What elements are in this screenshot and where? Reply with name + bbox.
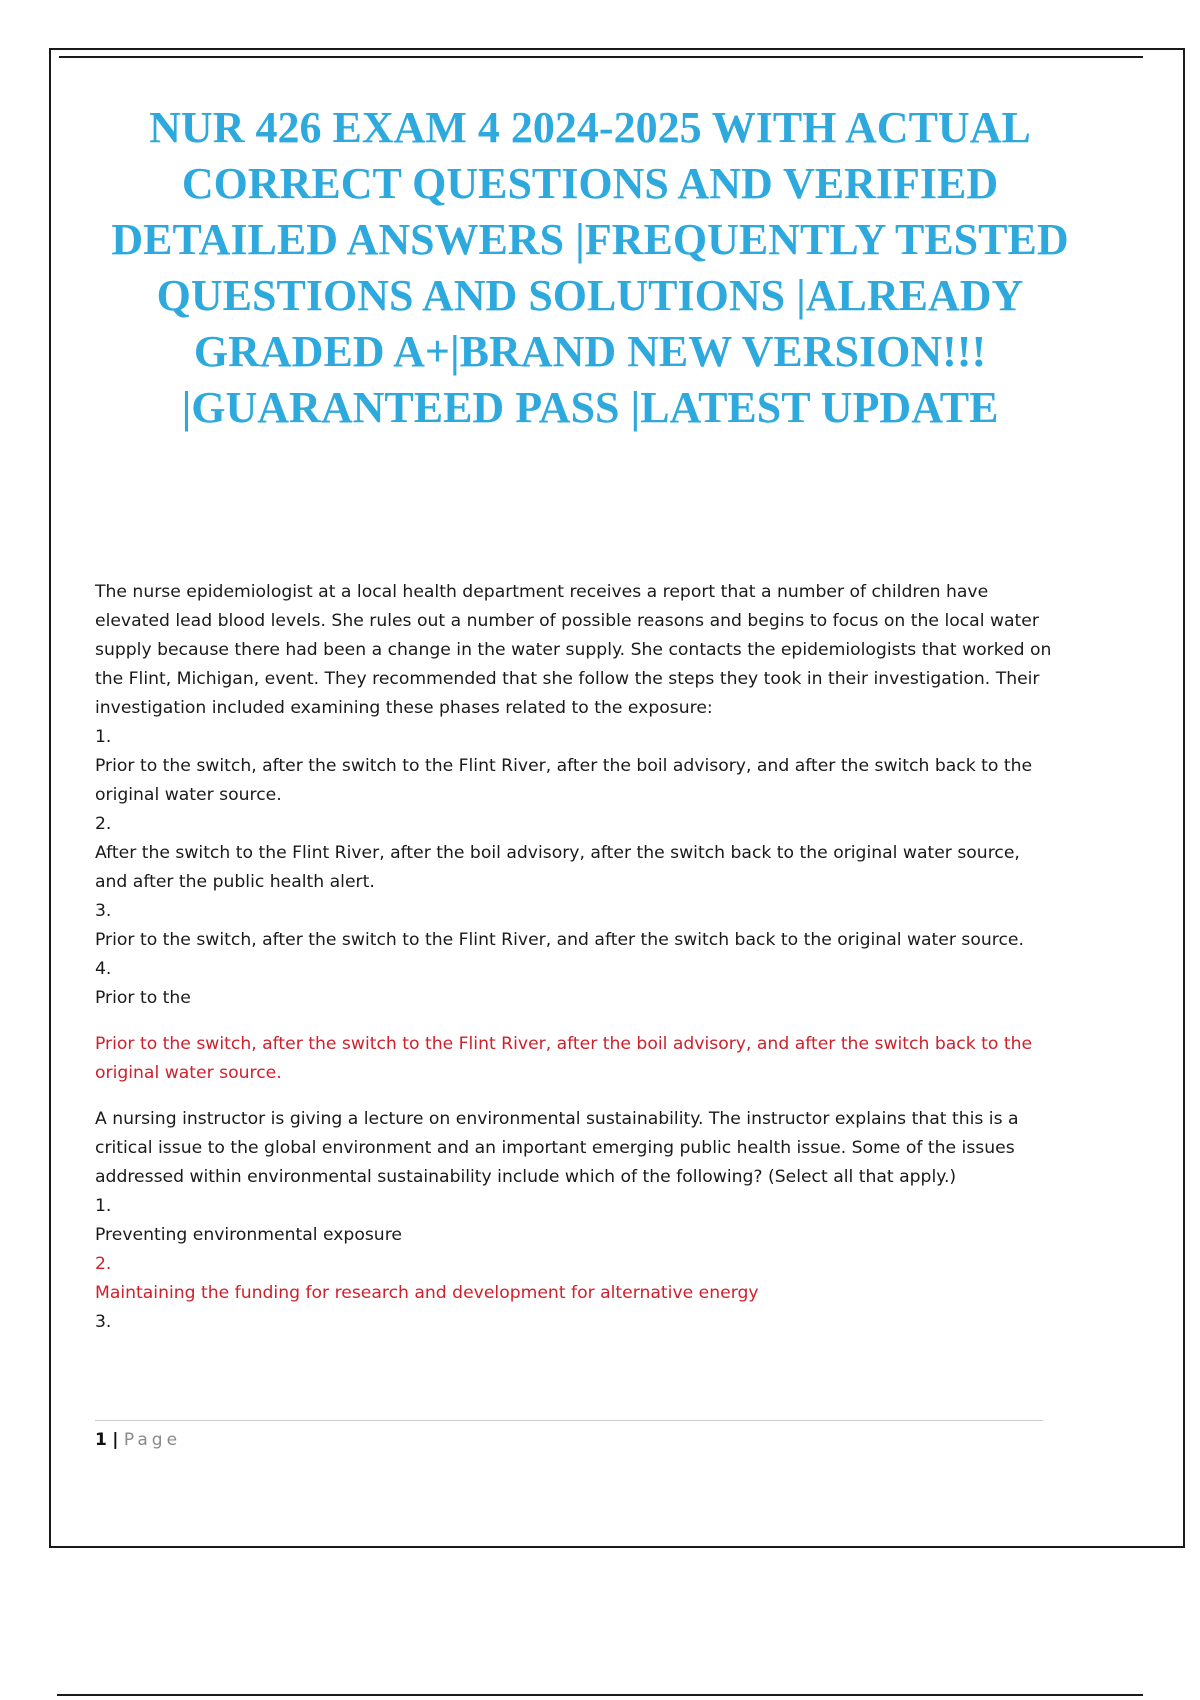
option-number: 2. — [95, 814, 112, 834]
option-number: 1. — [95, 727, 112, 747]
option-text-correct: Maintaining the funding for research and development for alternative energy — [95, 1283, 759, 1303]
option-text: After the switch to the Flint River, after the boil advisory, after the switch back to the original water source, and after the public health alert. — [95, 843, 1020, 892]
footer-separator: | — [112, 1430, 119, 1450]
option-number-correct: 2. — [95, 1254, 112, 1274]
bottom-rule — [57, 1694, 1143, 1696]
page-footer — [95, 1428, 181, 1452]
page-number: 1 — [95, 1430, 107, 1450]
question-1 — [95, 578, 1055, 1088]
document-body — [95, 578, 1055, 1337]
option-text: Prior to the switch, after the switch to the Flint River, and after the switch back to the original water source. — [95, 930, 1024, 950]
page-label: Page — [123, 1430, 182, 1450]
spacer — [95, 1013, 1055, 1030]
option-number: 4. — [95, 959, 112, 979]
question-1-stem: The nurse epidemiologist at a local health department receives a report that a number of children have elevated lead blood levels. She rules out a number of possible reasons and begins to focus on the local water supply because there had been a change in the water supply. She contacts the epidemiologists that worked on the Flint, Michigan, event. They recommended that she follow the steps they took in their investigation. Their investigation included examining these phases related to the exposure: — [95, 582, 1052, 718]
option-number: 3. — [95, 1312, 112, 1332]
option-text: Preventing environmental exposure — [95, 1225, 402, 1245]
spacer — [95, 1088, 1055, 1105]
option-text: Prior to the — [95, 988, 191, 1008]
option-text: Prior to the switch, after the switch to the Flint River, after the boil advisory, and after the switch back to the original water source. — [95, 756, 1033, 805]
option-number: 1. — [95, 1196, 112, 1216]
question-1-answer: Prior to the switch, after the switch to the Flint River, after the boil advisory, and after the switch back to the original water source. — [95, 1034, 1033, 1083]
footer-rule — [95, 1420, 1043, 1421]
question-2-stem: A nursing instructor is giving a lecture on environmental sustainability. The instructor explains that this is a critical issue to the global environment and an important emerging public health issue. Some of the issues addressed within environmental sustainability include which of the following? (Select all that apply.) — [95, 1109, 1019, 1187]
top-rule — [59, 56, 1143, 58]
option-number: 3. — [95, 901, 112, 921]
question-2 — [95, 1105, 1055, 1337]
document-title: NUR 426 EXAM 4 2024-2025 WITH ACTUAL CORRECT QUESTIONS AND VERIFIED DETAILED ANSWERS |FREQUENTLY TESTED QUESTIONS AND SOLUTIONS |ALREADY GRADED A+|BRAND NEW VERSION!!! |GUARANTEED PASS |LATEST UPDATE — [111, 103, 1069, 432]
